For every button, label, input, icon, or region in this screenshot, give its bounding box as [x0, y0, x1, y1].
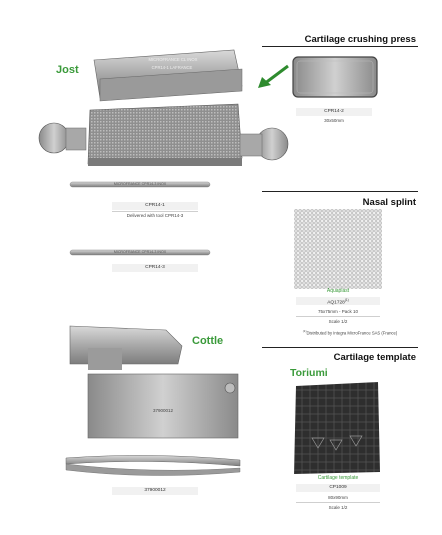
- template-scale: Scale 1/2: [328, 505, 348, 510]
- separator: [112, 211, 198, 212]
- press-plate-image: [292, 56, 378, 98]
- rod-engraving: MICROFRANCE CPR14-3 INOX: [113, 182, 167, 186]
- cottle-plate-engraving: 37900012: [152, 408, 174, 413]
- splint-mesh-image: [294, 209, 382, 289]
- footnote-mark: (1): [302, 329, 307, 333]
- splint-code-text: AQ1728: [327, 300, 345, 306]
- splint-code-sup: (1): [344, 298, 349, 302]
- template-size: 80x90mm: [328, 495, 348, 500]
- splint-footnote: [290, 329, 410, 335]
- template-grid-image: [294, 382, 380, 474]
- splint-code: [296, 298, 380, 306]
- jost-block-engraving: MICROFRANCE CL INOX: [148, 57, 198, 62]
- cottle-code: 37900012: [144, 488, 166, 493]
- jost-note: Delivered with tool CPR14-3: [126, 213, 184, 218]
- press-title: Cartilage crushing press: [304, 34, 416, 45]
- footnote-text: Distributed by Integra MicroFrance SAS (France): [306, 330, 398, 336]
- template-name: Cartilage template: [317, 475, 359, 481]
- template-code: CP1009: [329, 485, 347, 490]
- jost-block-engraving-2: CPR14-1 LAFRANCE: [151, 65, 193, 70]
- template-brand: Toriumi: [290, 367, 328, 379]
- splint-title: Nasal splint: [362, 197, 416, 208]
- cottle-instrument-image: [62, 318, 248, 442]
- template-title: Cartilage template: [333, 352, 416, 363]
- separator: [296, 502, 380, 503]
- rod-code: CPR14-3: [145, 265, 165, 270]
- jost-code: CPR14-1: [145, 203, 165, 208]
- press-size: 30x50mm: [324, 118, 344, 123]
- splint-material: Aquaplast: [326, 288, 350, 294]
- rod-2-engraving: MICROFRANCE CPR14-3 INOX: [113, 250, 167, 254]
- splint-scale: Scale 1/2: [328, 319, 348, 324]
- press-code: CPR14-2: [324, 109, 344, 114]
- section-rule: [262, 347, 418, 348]
- jost-title: Jost: [56, 64, 79, 76]
- arrow-icon: [256, 64, 290, 90]
- splint-size: 75x75mm - Pack 10: [317, 309, 359, 314]
- heading-rule: [262, 46, 418, 47]
- spatula-image: [60, 450, 244, 480]
- section-rule: [262, 191, 418, 192]
- separator: [296, 316, 380, 317]
- cottle-title: Cottle: [192, 335, 224, 347]
